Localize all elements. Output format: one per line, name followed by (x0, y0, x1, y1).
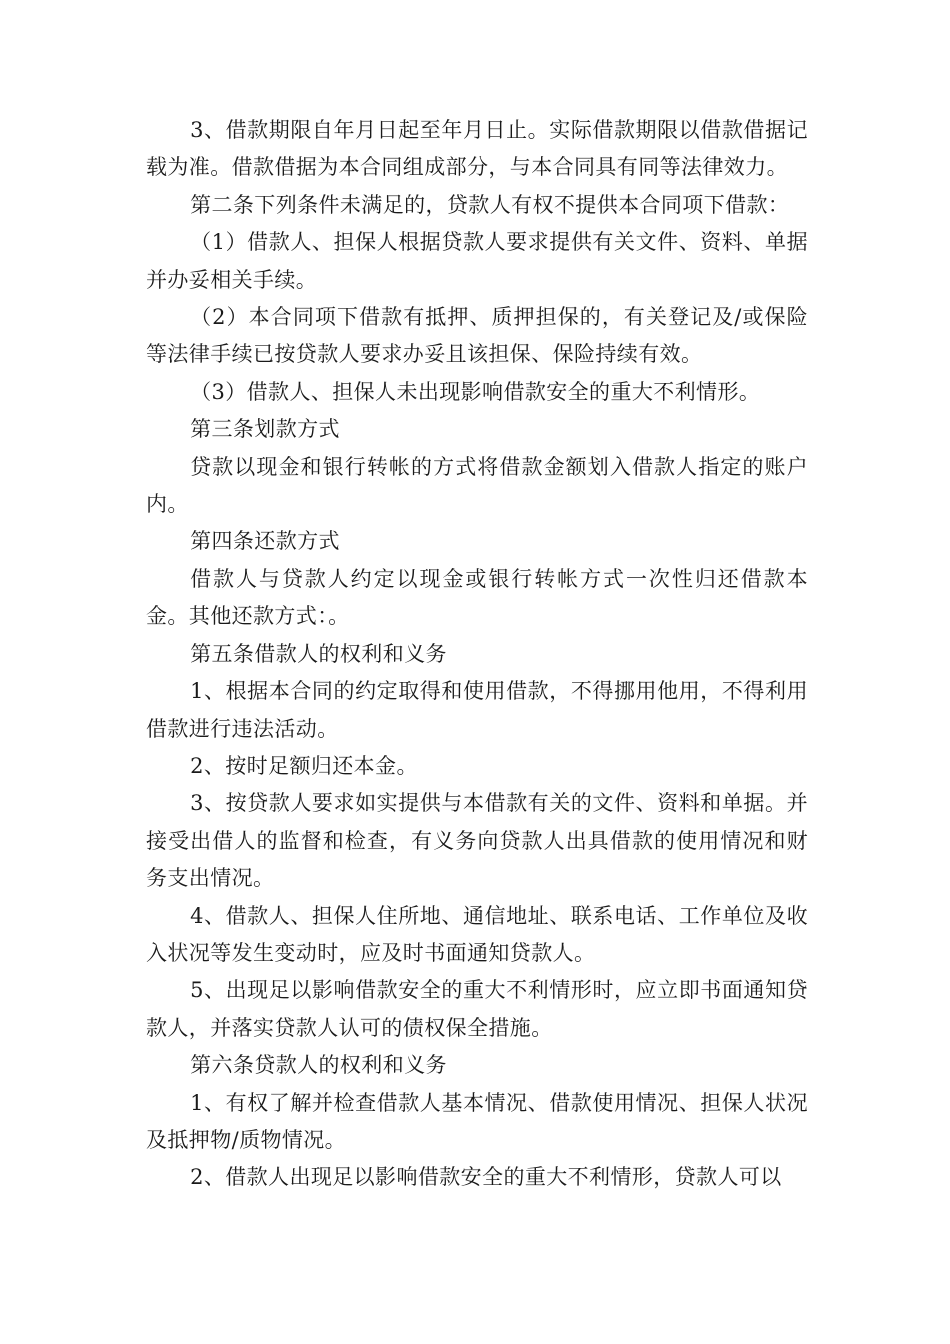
paragraph-condition-3: （3）借款人、担保人未出现影响借款安全的重大不利情形。 (190, 379, 761, 404)
paragraph-borrower-item-5: 5、出现足以影响借款安全的重大不利情形时，应立即书面通知贷款人，并落实贷款人认可的债权保全措施。 (146, 978, 808, 1040)
paragraph-article-4-body: 借款人与贷款人约定以现金或银行转帐方式一次性归还借款本金。其他还款方式：。 (146, 566, 808, 629)
paragraph-article-3-body: 贷款以现金和银行转帐的方式将借款金额划入借款人指定的账户内。 (146, 454, 808, 517)
paragraph-borrower-item-1: 1、根据本合同的约定取得和使用借款，不得挪用他用，不得利用借款进行违法活动。 (146, 679, 808, 741)
paragraph-borrower-item-3: 3、按贷款人要求如实提供与本借款有关的文件、资料和单据。并接受出借人的监督和检查，有义务向贷款人出具借款的使用情况和财务支出情况。 (146, 791, 808, 891)
paragraph-article-3-heading: 第三条划款方式 (190, 417, 340, 442)
paragraph-borrower-item-4: 4、借款人、担保人住所地、通信地址、联系电话、工作单位及收入状况等发生变动时，应及时书面通知贷款人。 (146, 903, 808, 965)
paragraph-lender-item-2: 2、借款人出现足以影响借款安全的重大不利情形，贷款人可以 (190, 1165, 782, 1190)
paragraph-article-4-heading: 第四条还款方式 (190, 529, 340, 554)
paragraph-condition-2: （2）本合同项下借款有抵押、质押担保的，有关登记及/或保险等法律手续已按贷款人要求办妥且该担保、保险持续有效。 (146, 305, 808, 367)
document-page (146, 112, 808, 1197)
paragraph-loan-term: 3、借款期限自年月日起至年月日止。实际借款期限以借款借据记载为准。借款借据为本合同组成部分，与本合同具有同等法律效力。 (146, 118, 808, 180)
paragraph-article-2-heading: 第二条下列条件未满足的，贷款人有权不提供本合同项下借款： (190, 192, 790, 217)
paragraph-condition-1: （1）借款人、担保人根据贷款人要求提供有关文件、资料、单据并办妥相关手续。 (146, 230, 808, 292)
paragraph-article-6-heading: 第六条贷款人的权利和义务 (190, 1053, 447, 1078)
paragraph-lender-item-1: 1、有权了解并检查借款人基本情况、借款使用情况、担保人状况及抵押物/质物情况。 (146, 1090, 808, 1152)
paragraph-borrower-item-2: 2、按时足额归还本金。 (190, 753, 418, 778)
paragraph-article-5-heading: 第五条借款人的权利和义务 (190, 641, 447, 666)
